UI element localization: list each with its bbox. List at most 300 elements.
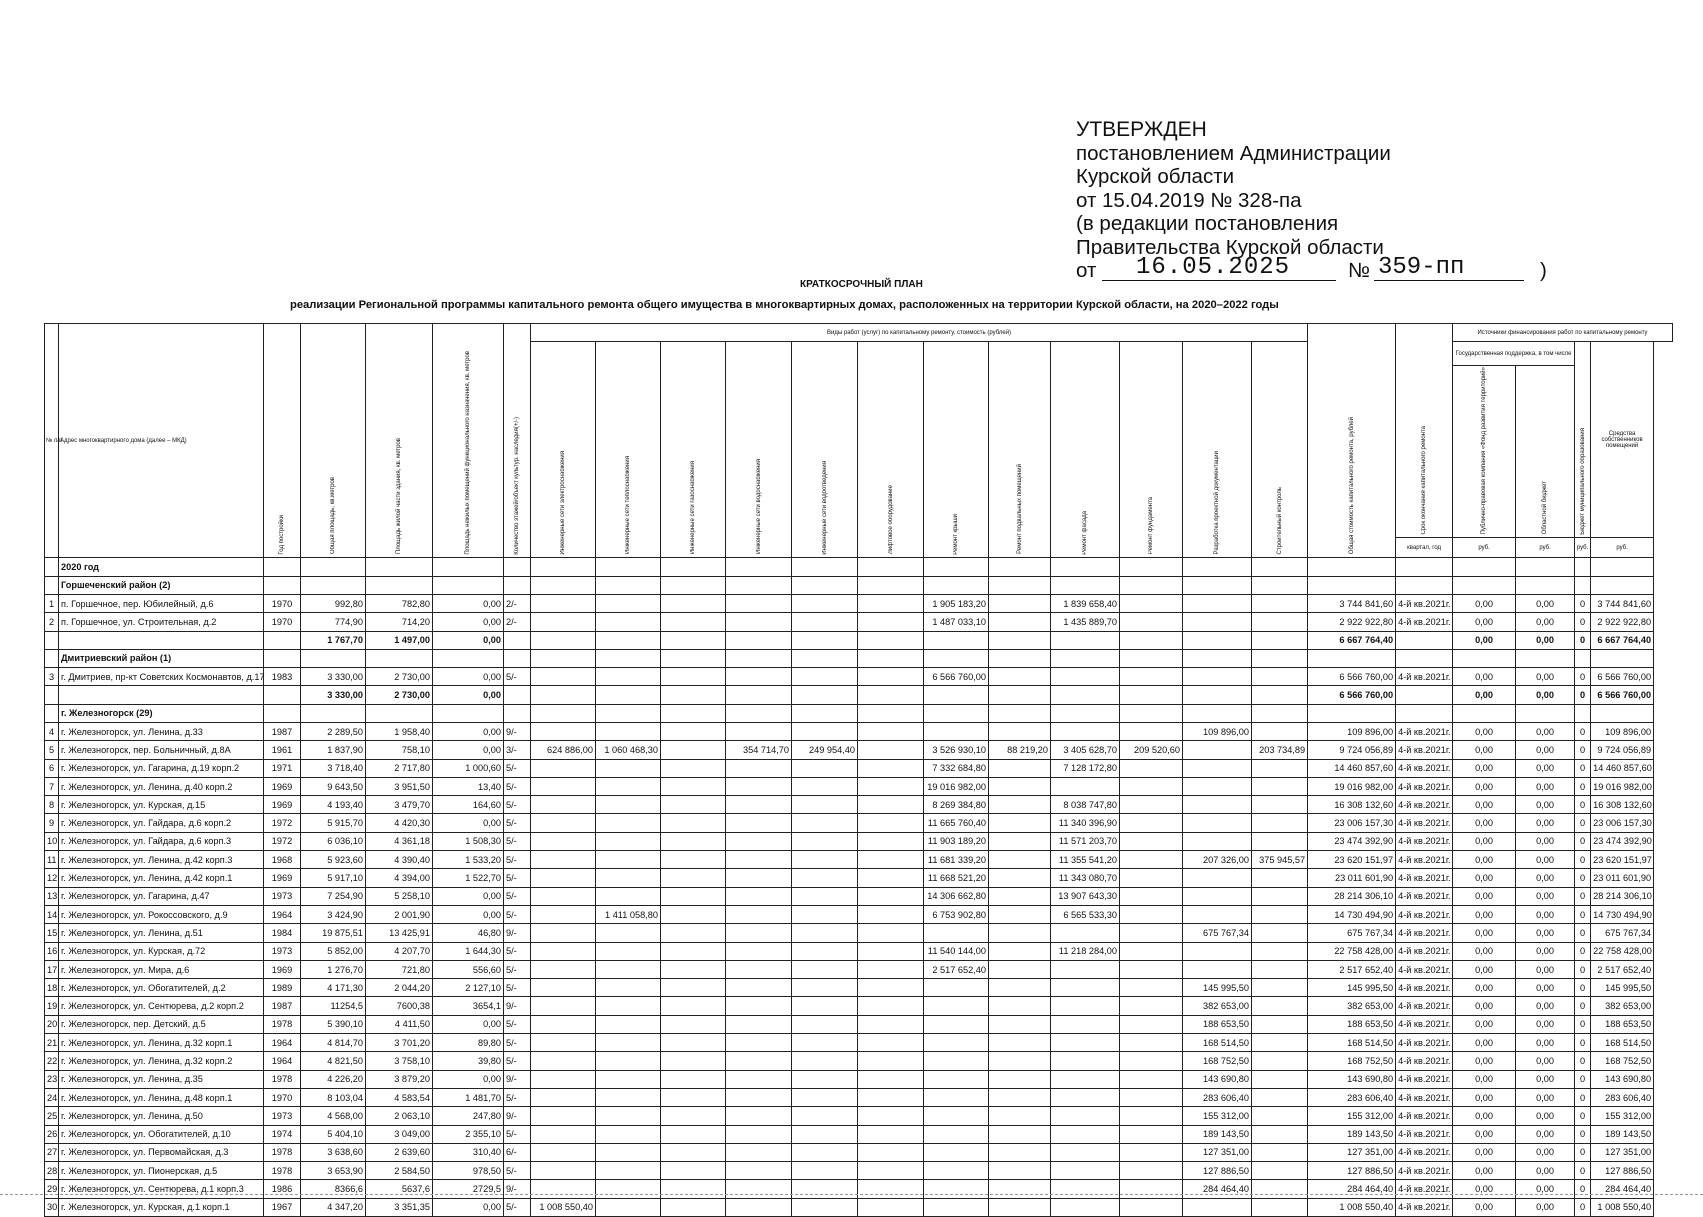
work-cost: 6 565 533,30 xyxy=(1051,905,1120,923)
row-owners: 16 308 132,60 xyxy=(1591,796,1654,814)
row-address: г. Железногорск, ул. Сентюрева, д.2 корп.2 xyxy=(59,997,264,1015)
work-cost: 354 714,70 xyxy=(726,741,792,759)
subtotal-row xyxy=(45,631,1673,649)
empty-cell xyxy=(1396,576,1453,594)
work-cost xyxy=(726,1162,792,1180)
row-number: 5 xyxy=(45,741,59,759)
row-floors: 3/- xyxy=(504,741,531,759)
work-cost xyxy=(1120,1052,1183,1070)
work-cost xyxy=(1120,1070,1183,1088)
row-living-area: 4 390,40 xyxy=(366,851,433,869)
unit-quarter: квартал, год xyxy=(1396,538,1453,558)
work-cost xyxy=(726,887,792,905)
scan-edge xyxy=(0,1194,1703,1195)
work-cost xyxy=(792,869,858,887)
work-cost: 143 690,80 xyxy=(1183,1070,1252,1088)
work-cost xyxy=(1120,1125,1183,1143)
row-deadline: 4-й кв.2021г. xyxy=(1396,979,1453,997)
work-cost xyxy=(1120,869,1183,887)
empty-cell xyxy=(1252,704,1308,722)
empty-cell xyxy=(596,649,661,667)
empty-cell xyxy=(264,631,301,649)
row-owners: 284 464,40 xyxy=(1591,1180,1654,1198)
work-cost xyxy=(1183,814,1252,832)
row-total-area: 3 653,90 xyxy=(301,1162,366,1180)
work-cost xyxy=(792,668,858,686)
row-owners: 143 690,80 xyxy=(1591,1070,1654,1088)
row-fund: 0,00 xyxy=(1453,1034,1516,1052)
row-number: 17 xyxy=(45,960,59,978)
work-cost xyxy=(1120,1088,1183,1106)
work-cost xyxy=(989,613,1051,631)
approval-paren: ) xyxy=(1540,259,1547,282)
work-cost xyxy=(1051,723,1120,741)
row-nonres-area: 13,40 xyxy=(433,777,504,795)
work-cost xyxy=(596,1070,661,1088)
work-cost xyxy=(792,759,858,777)
empty-cell xyxy=(661,631,726,649)
empty-cell xyxy=(1051,686,1120,704)
work-cost xyxy=(1252,594,1308,612)
work-cost xyxy=(1252,723,1308,741)
work-cost xyxy=(596,668,661,686)
empty-cell xyxy=(1051,704,1120,722)
row-living-area: 5637,6 xyxy=(366,1180,433,1198)
empty-cell xyxy=(1516,704,1575,722)
header-fund: Публично-правовая компания «Фонд развития территорий» xyxy=(1453,366,1516,538)
empty-cell xyxy=(989,649,1051,667)
row-nonres-area: 0,00 xyxy=(433,668,504,686)
work-cost: 11 668 521,20 xyxy=(924,869,989,887)
row-total-area: 5 915,70 xyxy=(301,814,366,832)
work-cost: 1 839 658,40 xyxy=(1051,594,1120,612)
row-municipal: 0 xyxy=(1575,759,1591,777)
row-floors: 9/- xyxy=(504,1070,531,1088)
row-address: г. Железногорск, ул. Ленина, д.42 корп.3 xyxy=(59,851,264,869)
work-cost xyxy=(989,905,1051,923)
table-row xyxy=(45,979,1673,997)
row-year: 1964 xyxy=(264,905,301,923)
row-total-cost: 14 730 494,90 xyxy=(1308,905,1396,923)
work-cost xyxy=(596,1088,661,1106)
work-cost xyxy=(596,613,661,631)
work-cost xyxy=(1120,887,1183,905)
work-cost xyxy=(726,1180,792,1198)
row-owners: 2 922 922,80 xyxy=(1591,613,1654,631)
row-deadline: 4-й кв.2021г. xyxy=(1396,1198,1453,1216)
work-cost xyxy=(1183,887,1252,905)
work-cost xyxy=(1120,796,1183,814)
row-regional: 0,00 xyxy=(1516,979,1575,997)
table-row xyxy=(45,1015,1673,1033)
work-cost: 109 896,00 xyxy=(1183,723,1252,741)
work-cost xyxy=(1252,1052,1308,1070)
work-cost xyxy=(858,741,924,759)
row-owners: 188 653,50 xyxy=(1591,1015,1654,1033)
row-year: 1967 xyxy=(264,1198,301,1216)
empty-cell xyxy=(989,704,1051,722)
empty-cell xyxy=(264,576,301,594)
row-nonres-area: 0,00 xyxy=(433,1070,504,1088)
work-cost xyxy=(531,759,596,777)
row-owners: 22 758 428,00 xyxy=(1591,942,1654,960)
work-cost xyxy=(924,1088,989,1106)
empty-cell xyxy=(596,576,661,594)
work-cost xyxy=(596,1198,661,1216)
approval-dateline xyxy=(1076,254,1547,285)
work-cost xyxy=(596,869,661,887)
empty-cell xyxy=(726,576,792,594)
row-address: г. Железногорск, ул. Курская, д.15 xyxy=(59,796,264,814)
row-number: 7 xyxy=(45,777,59,795)
row-owners: 3 744 841,60 xyxy=(1591,594,1654,612)
work-cost xyxy=(726,777,792,795)
row-municipal: 0 xyxy=(1575,814,1591,832)
row-floors: 5/- xyxy=(504,905,531,923)
work-cost xyxy=(531,942,596,960)
empty-cell xyxy=(661,576,726,594)
district-row xyxy=(45,576,1673,594)
header-work-gas: Инженерные сети газоснабжения xyxy=(661,342,726,558)
empty-cell xyxy=(792,704,858,722)
row-floors: 5/- xyxy=(504,1052,531,1070)
work-cost xyxy=(1252,1198,1308,1216)
work-cost xyxy=(858,924,924,942)
work-cost xyxy=(596,1180,661,1198)
work-cost xyxy=(989,924,1051,942)
empty-cell xyxy=(1252,649,1308,667)
district-name: г. Железногорск (29) xyxy=(59,704,264,722)
row-year: 1983 xyxy=(264,668,301,686)
work-cost xyxy=(858,887,924,905)
empty-cell xyxy=(792,576,858,594)
row-address: г. Железногорск, ул. Ленина, д.33 xyxy=(59,723,264,741)
row-year: 1986 xyxy=(264,1180,301,1198)
row-total-cost: 127 351,00 xyxy=(1308,1143,1396,1161)
work-cost xyxy=(661,1070,726,1088)
work-cost xyxy=(531,851,596,869)
row-deadline: 4-й кв.2021г. xyxy=(1396,887,1453,905)
row-total-area: 774,90 xyxy=(301,613,366,631)
approval-no-sign: № xyxy=(1348,259,1370,282)
work-cost xyxy=(661,796,726,814)
row-year: 1989 xyxy=(264,979,301,997)
empty-cell xyxy=(531,631,596,649)
row-regional: 0,00 xyxy=(1516,887,1575,905)
work-cost xyxy=(726,869,792,887)
work-cost xyxy=(726,1052,792,1070)
work-cost xyxy=(1051,1070,1120,1088)
table-row xyxy=(45,942,1673,960)
work-cost: 14 306 662,80 xyxy=(924,887,989,905)
empty-cell xyxy=(1575,649,1591,667)
work-cost xyxy=(1252,668,1308,686)
empty-cell xyxy=(504,576,531,594)
empty-cell xyxy=(1308,576,1396,594)
row-owners: 23 011 601,90 xyxy=(1591,869,1654,887)
work-cost xyxy=(858,851,924,869)
row-owners: 109 896,00 xyxy=(1591,723,1654,741)
row-year: 1964 xyxy=(264,1052,301,1070)
row-municipal: 0 xyxy=(1575,1198,1591,1216)
work-cost: 7 332 684,80 xyxy=(924,759,989,777)
work-cost xyxy=(1051,1125,1120,1143)
work-cost xyxy=(1252,1088,1308,1106)
row-nonres-area: 247,80 xyxy=(433,1107,504,1125)
row-fund: 0,00 xyxy=(1453,997,1516,1015)
row-regional: 0,00 xyxy=(1516,1143,1575,1161)
subtotal-living-area: 2 730,00 xyxy=(366,686,433,704)
work-cost xyxy=(1120,723,1183,741)
work-cost xyxy=(661,997,726,1015)
row-fund: 0,00 xyxy=(1453,723,1516,741)
work-cost xyxy=(1252,1162,1308,1180)
row-regional: 0,00 xyxy=(1516,668,1575,686)
work-cost xyxy=(531,777,596,795)
row-deadline: 4-й кв.2021г. xyxy=(1396,814,1453,832)
work-cost xyxy=(989,1034,1051,1052)
work-cost xyxy=(924,1162,989,1180)
table-row xyxy=(45,1162,1673,1180)
work-cost xyxy=(858,942,924,960)
work-cost xyxy=(726,1125,792,1143)
row-total-cost: 143 690,80 xyxy=(1308,1070,1396,1088)
empty-cell xyxy=(1183,576,1252,594)
work-cost xyxy=(858,1107,924,1125)
work-cost xyxy=(989,796,1051,814)
work-cost xyxy=(661,1125,726,1143)
work-cost xyxy=(792,1015,858,1033)
row-living-area: 5 258,10 xyxy=(366,887,433,905)
row-regional: 0,00 xyxy=(1516,997,1575,1015)
work-cost xyxy=(989,942,1051,960)
work-cost xyxy=(792,1180,858,1198)
work-cost: 1 487 033,10 xyxy=(924,613,989,631)
work-cost xyxy=(858,960,924,978)
empty-cell xyxy=(1183,704,1252,722)
header-work-control: Строительный контроль xyxy=(1252,342,1308,558)
row-address: г. Железногорск, ул. Первомайская, д.3 xyxy=(59,1143,264,1161)
work-cost xyxy=(924,1107,989,1125)
row-year: 1970 xyxy=(264,613,301,631)
row-total-area: 4 568,00 xyxy=(301,1107,366,1125)
row-municipal: 0 xyxy=(1575,1180,1591,1198)
row-fund: 0,00 xyxy=(1453,869,1516,887)
row-municipal: 0 xyxy=(1575,887,1591,905)
subtotal-nonres-area: 0,00 xyxy=(433,631,504,649)
row-living-area: 782,80 xyxy=(366,594,433,612)
row-total-area: 1 276,70 xyxy=(301,960,366,978)
table-row xyxy=(45,1143,1673,1161)
work-cost xyxy=(661,723,726,741)
work-cost xyxy=(858,1180,924,1198)
row-living-area: 4 361,18 xyxy=(366,832,433,850)
row-owners: 675 767,34 xyxy=(1591,924,1654,942)
header-funding-group: Источники финансирования работ по капитальному ремонту xyxy=(1453,324,1673,342)
empty-cell xyxy=(858,649,924,667)
empty-cell xyxy=(596,686,661,704)
approval-ot: от xyxy=(1076,259,1097,282)
empty-cell xyxy=(1591,649,1654,667)
row-year: 1987 xyxy=(264,723,301,741)
row-deadline: 4-й кв.2021г. xyxy=(1396,723,1453,741)
table-row xyxy=(45,1034,1673,1052)
row-year: 1973 xyxy=(264,887,301,905)
row-owners: 168 752,50 xyxy=(1591,1052,1654,1070)
row-nonres-area: 0,00 xyxy=(433,814,504,832)
empty-cell xyxy=(366,576,433,594)
header-work-roof: Ремонт крыши xyxy=(924,342,989,558)
row-number: 28 xyxy=(45,1162,59,1180)
header-work-heat: Инженерные сети теплоснабжения xyxy=(596,342,661,558)
work-cost xyxy=(661,777,726,795)
subtotal-cost: 6 566 760,00 xyxy=(1308,686,1396,704)
work-cost: 11 571 203,70 xyxy=(1051,832,1120,850)
work-cost xyxy=(1252,759,1308,777)
row-floors: 5/- xyxy=(504,1015,531,1033)
subtotal-nonres-area: 0,00 xyxy=(433,686,504,704)
work-cost xyxy=(989,887,1051,905)
empty-cell xyxy=(1183,631,1252,649)
empty-cell xyxy=(366,649,433,667)
work-cost xyxy=(531,1162,596,1180)
work-cost xyxy=(531,1180,596,1198)
work-cost xyxy=(661,1034,726,1052)
work-cost xyxy=(858,759,924,777)
approval-number: 359-пп xyxy=(1378,254,1465,281)
row-total-cost: 16 308 132,60 xyxy=(1308,796,1396,814)
empty-cell xyxy=(858,631,924,649)
row-municipal: 0 xyxy=(1575,796,1591,814)
row-nonres-area: 1 644,30 xyxy=(433,942,504,960)
row-floors: 5/- xyxy=(504,1125,531,1143)
work-cost xyxy=(989,851,1051,869)
unit-rub: руб. xyxy=(1591,538,1654,558)
row-address: г. Железногорск, ул. Ленина, д.50 xyxy=(59,1107,264,1125)
work-cost: 249 954,40 xyxy=(792,741,858,759)
row-deadline: 4-й кв.2021г. xyxy=(1396,594,1453,612)
row-total-area: 4 171,30 xyxy=(301,979,366,997)
row-regional: 0,00 xyxy=(1516,759,1575,777)
row-regional: 0,00 xyxy=(1516,594,1575,612)
row-address: г. Железногорск, ул. Гайдара, д.6 корп.3 xyxy=(59,832,264,850)
work-cost xyxy=(989,1070,1051,1088)
empty-cell xyxy=(531,704,596,722)
work-cost xyxy=(531,1088,596,1106)
row-regional: 0,00 xyxy=(1516,1015,1575,1033)
row-deadline: 4-й кв.2021г. xyxy=(1396,1125,1453,1143)
row-address: г. Железногорск, ул. Ленина, д.51 xyxy=(59,924,264,942)
empty-cell xyxy=(661,686,726,704)
row-nonres-area: 1 000,60 xyxy=(433,759,504,777)
work-cost xyxy=(989,777,1051,795)
row-fund: 0,00 xyxy=(1453,668,1516,686)
empty-cell xyxy=(1575,576,1591,594)
row-living-area: 2 044,20 xyxy=(366,979,433,997)
row-total-cost: 14 460 857,60 xyxy=(1308,759,1396,777)
header-year: Год постройки xyxy=(264,324,301,558)
empty-cell xyxy=(264,649,301,667)
row-deadline: 4-й кв.2021г. xyxy=(1396,1143,1453,1161)
row-number: 11 xyxy=(45,851,59,869)
row-municipal: 0 xyxy=(1575,960,1591,978)
work-cost xyxy=(531,887,596,905)
work-cost xyxy=(661,668,726,686)
empty-cell xyxy=(1120,649,1183,667)
row-fund: 0,00 xyxy=(1453,905,1516,923)
row-deadline: 4-й кв.2021г. xyxy=(1396,869,1453,887)
row-owners: 23 006 157,30 xyxy=(1591,814,1654,832)
row-regional: 0,00 xyxy=(1516,741,1575,759)
work-cost xyxy=(531,613,596,631)
row-year: 1968 xyxy=(264,851,301,869)
work-cost xyxy=(726,1198,792,1216)
header-municipal: Бюджет муниципального образования xyxy=(1575,342,1591,538)
empty-cell xyxy=(858,686,924,704)
work-cost xyxy=(1252,960,1308,978)
row-fund: 0,00 xyxy=(1453,1180,1516,1198)
row-total-cost: 283 606,40 xyxy=(1308,1088,1396,1106)
work-cost xyxy=(596,1125,661,1143)
row-floors: 5/- xyxy=(504,759,531,777)
subtotal-cost: 6 667 764,40 xyxy=(1308,631,1396,649)
work-cost: 11 681 339,20 xyxy=(924,851,989,869)
work-cost xyxy=(858,979,924,997)
work-cost: 127 351,00 xyxy=(1183,1143,1252,1161)
work-cost xyxy=(792,613,858,631)
row-total-area: 3 330,00 xyxy=(301,668,366,686)
work-cost xyxy=(1120,832,1183,850)
work-cost: 203 734,89 xyxy=(1252,741,1308,759)
row-address: г. Железногорск, пер. Больничный, д.8А xyxy=(59,741,264,759)
subtotal-row xyxy=(45,686,1673,704)
row-deadline: 4-й кв.2021г. xyxy=(1396,1015,1453,1033)
work-cost xyxy=(858,1198,924,1216)
empty-cell xyxy=(1051,631,1120,649)
work-cost xyxy=(1183,942,1252,960)
subtotal-total-area: 1 767,70 xyxy=(301,631,366,649)
empty-cell xyxy=(1396,649,1453,667)
row-floors: 2/- xyxy=(504,613,531,631)
work-cost xyxy=(989,723,1051,741)
work-cost xyxy=(1252,1070,1308,1088)
row-total-area: 7 254,90 xyxy=(301,887,366,905)
row-total-cost: 127 886,50 xyxy=(1308,1162,1396,1180)
work-cost xyxy=(858,594,924,612)
work-cost xyxy=(989,759,1051,777)
row-owners: 9 724 056,89 xyxy=(1591,741,1654,759)
row-nonres-area: 1 508,30 xyxy=(433,832,504,850)
work-cost xyxy=(1252,796,1308,814)
work-cost xyxy=(1252,832,1308,850)
row-address: г. Железногорск, ул. Пионерская, д.5 xyxy=(59,1162,264,1180)
row-deadline: 4-й кв.2021г. xyxy=(1396,1034,1453,1052)
empty-cell xyxy=(531,576,596,594)
row-year: 1970 xyxy=(264,594,301,612)
row-regional: 0,00 xyxy=(1516,1088,1575,1106)
row-address: г. Железногорск, ул. Обогатителей, д.10 xyxy=(59,1125,264,1143)
row-total-area: 3 718,40 xyxy=(301,759,366,777)
row-total-area: 8366,6 xyxy=(301,1180,366,1198)
row-owners: 23 474 392,90 xyxy=(1591,832,1654,850)
work-cost xyxy=(924,1015,989,1033)
row-total-cost: 22 758 428,00 xyxy=(1308,942,1396,960)
row-address: г. Железногорск, ул. Ленина, д.32 корп.1 xyxy=(59,1034,264,1052)
work-cost xyxy=(531,869,596,887)
work-cost xyxy=(858,869,924,887)
work-cost xyxy=(1051,960,1120,978)
row-municipal: 0 xyxy=(1575,997,1591,1015)
